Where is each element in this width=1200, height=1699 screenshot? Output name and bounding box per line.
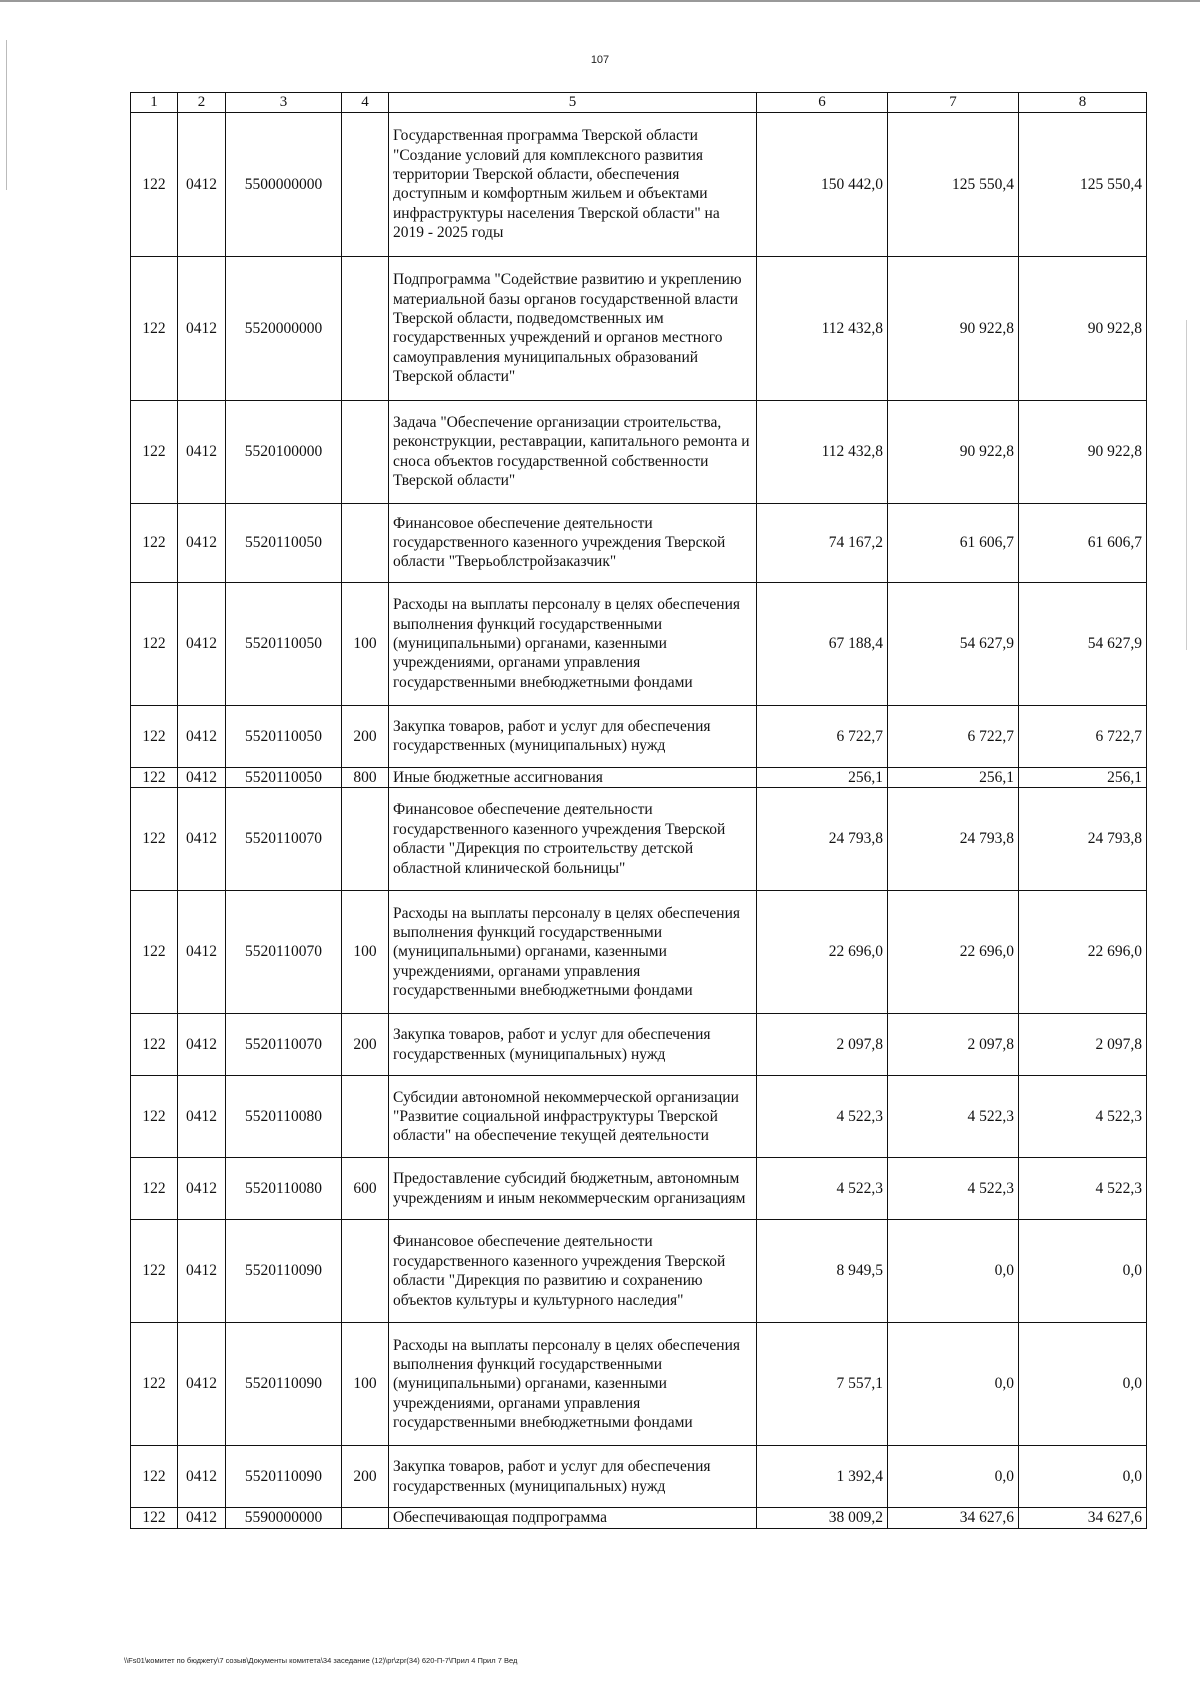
description-cell: Закупка товаров, работ и услуг для обеспечения государственных (муниципальных) нужд — [389, 1446, 757, 1508]
amount-year3-cell: 125 550,4 — [1019, 112, 1147, 256]
table-row — [131, 1446, 1147, 1508]
amount-year1-cell: 7 557,1 — [757, 1323, 888, 1446]
section-code-cell: 0412 — [178, 582, 226, 705]
amount-year1-cell: 6 722,7 — [757, 705, 888, 767]
table-row — [131, 1220, 1147, 1323]
table-row — [131, 767, 1147, 787]
amount-year1-cell: 4 522,3 — [757, 1076, 888, 1158]
section-code-cell: 0412 — [178, 256, 226, 400]
target-article-cell: 5520110090 — [226, 1220, 342, 1323]
column-header: 6 — [757, 93, 888, 113]
description-cell: Финансовое обеспечение деятельности государственного казенного учреждения Тверской области "Тверьоблстройзаказчик" — [389, 503, 757, 582]
department-code-cell: 122 — [131, 705, 178, 767]
expense-type-cell: 200 — [342, 1446, 389, 1508]
expense-type-cell — [342, 1508, 389, 1528]
table-row — [131, 256, 1147, 400]
expense-type-cell: 200 — [342, 1014, 389, 1076]
amount-year1-cell: 256,1 — [757, 767, 888, 787]
amount-year2-cell: 90 922,8 — [888, 256, 1019, 400]
department-code-cell: 122 — [131, 503, 178, 582]
table-row — [131, 705, 1147, 767]
target-article-cell: 5520110050 — [226, 767, 342, 787]
section-code-cell: 0412 — [178, 767, 226, 787]
amount-year1-cell: 2 097,8 — [757, 1014, 888, 1076]
amount-year3-cell: 256,1 — [1019, 767, 1147, 787]
amount-year2-cell: 24 793,8 — [888, 788, 1019, 891]
description-cell: Расходы на выплаты персоналу в целях обеспечения выполнения функций государственными (муниципальными) органами, казенными учреждениями, органами управления государственными внебюджетными фондами — [389, 891, 757, 1014]
file-path-footer: \\Fs01\комитет по бюджету\7 созыв\Документы комитета\34 заседание (12)\pr\zpr(34) 620-П-7\Прил 4 Прил 7 Вед — [124, 1656, 518, 1665]
department-code-cell: 122 — [131, 256, 178, 400]
amount-year1-cell: 74 167,2 — [757, 503, 888, 582]
target-article-cell: 5520110070 — [226, 788, 342, 891]
description-cell: Обеспечивающая подпрограмма — [389, 1508, 757, 1528]
amount-year3-cell: 90 922,8 — [1019, 256, 1147, 400]
description-cell: Финансовое обеспечение деятельности государственного казенного учреждения Тверской области "Дирекция по строительству детской областной клинической больницы" — [389, 788, 757, 891]
column-header: 7 — [888, 93, 1019, 113]
section-code-cell: 0412 — [178, 705, 226, 767]
department-code-cell: 122 — [131, 891, 178, 1014]
target-article-cell: 5520100000 — [226, 400, 342, 503]
expense-type-cell — [342, 1076, 389, 1158]
department-code-cell: 122 — [131, 112, 178, 256]
target-article-cell: 5520110050 — [226, 582, 342, 705]
expense-type-cell — [342, 112, 389, 256]
section-code-cell: 0412 — [178, 1076, 226, 1158]
amount-year2-cell: 34 627,6 — [888, 1508, 1019, 1528]
amount-year1-cell: 112 432,8 — [757, 256, 888, 400]
target-article-cell: 5520000000 — [226, 256, 342, 400]
column-header: 1 — [131, 93, 178, 113]
amount-year3-cell: 24 793,8 — [1019, 788, 1147, 891]
column-header: 3 — [226, 93, 342, 113]
department-code-cell: 122 — [131, 1014, 178, 1076]
amount-year1-cell: 112 432,8 — [757, 400, 888, 503]
description-cell: Задача "Обеспечение организации строительства, реконструкции, реставрации, капитального ремонта и сноса объектов государственной собственности Тверской области" — [389, 400, 757, 503]
department-code-cell: 122 — [131, 1323, 178, 1446]
amount-year3-cell: 61 606,7 — [1019, 503, 1147, 582]
table-row — [131, 503, 1147, 582]
department-code-cell: 122 — [131, 1158, 178, 1220]
section-code-cell: 0412 — [178, 891, 226, 1014]
column-header: 2 — [178, 93, 226, 113]
target-article-cell: 5500000000 — [226, 112, 342, 256]
section-code-cell: 0412 — [178, 503, 226, 582]
description-cell: Предоставление субсидий бюджетным, автономным учреждениям и иным некоммерческим организациям — [389, 1158, 757, 1220]
amount-year2-cell: 90 922,8 — [888, 400, 1019, 503]
budget-table — [130, 92, 1147, 1529]
expense-type-cell — [342, 1220, 389, 1323]
table-row — [131, 891, 1147, 1014]
section-code-cell: 0412 — [178, 1220, 226, 1323]
target-article-cell: 5590000000 — [226, 1508, 342, 1528]
table-row — [131, 582, 1147, 705]
target-article-cell: 5520110070 — [226, 1014, 342, 1076]
amount-year2-cell: 22 696,0 — [888, 891, 1019, 1014]
amount-year2-cell: 4 522,3 — [888, 1076, 1019, 1158]
amount-year2-cell: 0,0 — [888, 1323, 1019, 1446]
description-cell: Расходы на выплаты персоналу в целях обеспечения выполнения функций государственными (муниципальными) органами, казенными учреждениями, органами управления государственными внебюджетными фондами — [389, 582, 757, 705]
section-code-cell: 0412 — [178, 1508, 226, 1528]
department-code-cell: 122 — [131, 400, 178, 503]
expense-type-cell — [342, 503, 389, 582]
amount-year1-cell: 4 522,3 — [757, 1158, 888, 1220]
section-code-cell: 0412 — [178, 1158, 226, 1220]
department-code-cell: 122 — [131, 1508, 178, 1528]
target-article-cell: 5520110070 — [226, 891, 342, 1014]
table-row — [131, 1158, 1147, 1220]
table-row — [131, 788, 1147, 891]
expense-type-cell: 100 — [342, 582, 389, 705]
amount-year3-cell: 0,0 — [1019, 1323, 1147, 1446]
section-code-cell: 0412 — [178, 1323, 226, 1446]
amount-year1-cell: 8 949,5 — [757, 1220, 888, 1323]
amount-year3-cell: 54 627,9 — [1019, 582, 1147, 705]
column-header: 4 — [342, 93, 389, 113]
amount-year2-cell: 61 606,7 — [888, 503, 1019, 582]
amount-year3-cell: 6 722,7 — [1019, 705, 1147, 767]
section-code-cell: 0412 — [178, 112, 226, 256]
target-article-cell: 5520110090 — [226, 1323, 342, 1446]
amount-year1-cell: 22 696,0 — [757, 891, 888, 1014]
table-row — [131, 1076, 1147, 1158]
amount-year2-cell: 256,1 — [888, 767, 1019, 787]
amount-year1-cell: 1 392,4 — [757, 1446, 888, 1508]
description-cell: Расходы на выплаты персоналу в целях обеспечения выполнения функций государственными (муниципальными) органами, казенными учреждениями, органами управления государственными внебюджетными фондами — [389, 1323, 757, 1446]
amount-year3-cell: 34 627,6 — [1019, 1508, 1147, 1528]
section-code-cell: 0412 — [178, 400, 226, 503]
expense-type-cell: 200 — [342, 705, 389, 767]
amount-year2-cell: 6 722,7 — [888, 705, 1019, 767]
amount-year2-cell: 2 097,8 — [888, 1014, 1019, 1076]
target-article-cell: 5520110080 — [226, 1158, 342, 1220]
department-code-cell: 122 — [131, 1220, 178, 1323]
amount-year2-cell: 0,0 — [888, 1446, 1019, 1508]
department-code-cell: 122 — [131, 582, 178, 705]
page-number: 107 — [590, 54, 610, 66]
column-header: 5 — [389, 93, 757, 113]
table-row — [131, 112, 1147, 256]
department-code-cell: 122 — [131, 1076, 178, 1158]
amount-year1-cell: 24 793,8 — [757, 788, 888, 891]
description-cell: Подпрограмма "Содействие развитию и укреплению материальной базы органов государственной власти Тверской области, подведомственных им государственных учреждений и органов местного самоуправления муниципальных образований Тверской области" — [389, 256, 757, 400]
expense-type-cell: 100 — [342, 891, 389, 1014]
table-row — [131, 1014, 1147, 1076]
department-code-cell: 122 — [131, 1446, 178, 1508]
amount-year3-cell: 4 522,3 — [1019, 1158, 1147, 1220]
description-cell: Закупка товаров, работ и услуг для обеспечения государственных (муниципальных) нужд — [389, 705, 757, 767]
amount-year2-cell: 4 522,3 — [888, 1158, 1019, 1220]
target-article-cell: 5520110090 — [226, 1446, 342, 1508]
column-header: 8 — [1019, 93, 1147, 113]
expense-type-cell: 100 — [342, 1323, 389, 1446]
target-article-cell: 5520110050 — [226, 503, 342, 582]
amount-year3-cell: 90 922,8 — [1019, 400, 1147, 503]
description-cell: Субсидии автономной некоммерческой организации "Развитие социальной инфраструктуры Тверской области" на обеспечение текущей деятельности — [389, 1076, 757, 1158]
amount-year2-cell: 0,0 — [888, 1220, 1019, 1323]
amount-year3-cell: 22 696,0 — [1019, 891, 1147, 1014]
amount-year3-cell: 2 097,8 — [1019, 1014, 1147, 1076]
section-code-cell: 0412 — [178, 1446, 226, 1508]
amount-year3-cell: 0,0 — [1019, 1220, 1147, 1323]
expense-type-cell — [342, 788, 389, 891]
table-row — [131, 1323, 1147, 1446]
expense-type-cell: 600 — [342, 1158, 389, 1220]
amount-year3-cell: 4 522,3 — [1019, 1076, 1147, 1158]
section-code-cell: 0412 — [178, 788, 226, 891]
amount-year1-cell: 38 009,2 — [757, 1508, 888, 1528]
expense-type-cell — [342, 400, 389, 503]
expense-type-cell: 800 — [342, 767, 389, 787]
department-code-cell: 122 — [131, 788, 178, 891]
amount-year1-cell: 150 442,0 — [757, 112, 888, 256]
amount-year2-cell: 54 627,9 — [888, 582, 1019, 705]
column-number-row — [131, 93, 1147, 113]
target-article-cell: 5520110050 — [226, 705, 342, 767]
table-row — [131, 1508, 1147, 1528]
section-code-cell: 0412 — [178, 1014, 226, 1076]
department-code-cell: 122 — [131, 767, 178, 787]
table-row — [131, 400, 1147, 503]
expense-type-cell — [342, 256, 389, 400]
description-cell: Иные бюджетные ассигнования — [389, 767, 757, 787]
description-cell: Финансовое обеспечение деятельности государственного казенного учреждения Тверской области "Дирекция по развитию и сохранению объектов культуры и культурного наследия" — [389, 1220, 757, 1323]
amount-year1-cell: 67 188,4 — [757, 582, 888, 705]
amount-year3-cell: 0,0 — [1019, 1446, 1147, 1508]
description-cell: Государственная программа Тверской области "Создание условий для комплексного развития территории Тверской области, обеспечения доступным и комфортным жильем и объектами инфраструктуры населения Тверской области" на 2019 - 2025 годы — [389, 112, 757, 256]
target-article-cell: 5520110080 — [226, 1076, 342, 1158]
description-cell: Закупка товаров, работ и услуг для обеспечения государственных (муниципальных) нужд — [389, 1014, 757, 1076]
amount-year2-cell: 125 550,4 — [888, 112, 1019, 256]
